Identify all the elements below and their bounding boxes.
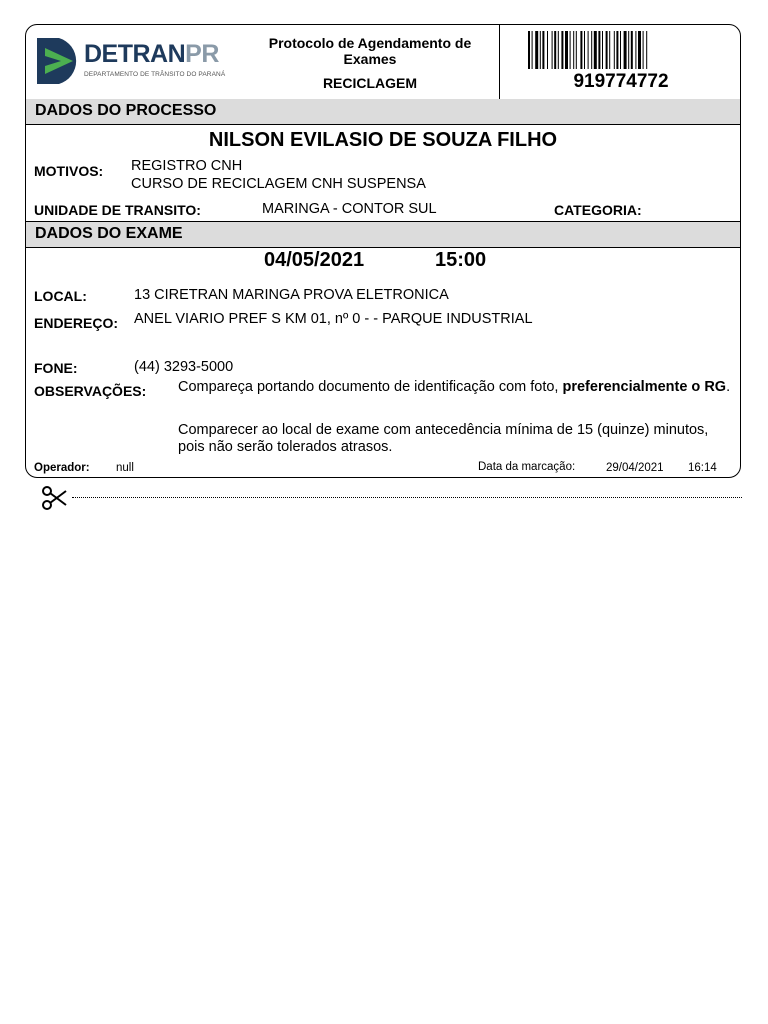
local-value: 13 CIRETRAN MARINGA PROVA ELETRONICA [134, 287, 449, 303]
section-exam-title: DADOS DO EXAME [35, 225, 183, 242]
obs-paragraph-2: Comparecer ao local de exame com antecedência mínima de 15 (quinze) minutos, pois não serão tolerados atrasos. [178, 422, 709, 455]
logo-subtitle: DEPARTAMENTO DE TRÂNSITO DO PARANÁ [84, 71, 226, 78]
exam-protocol-card [25, 24, 741, 478]
endereco-label: ENDEREÇO: [34, 315, 119, 331]
section-process-title: DADOS DO PROCESSO [35, 102, 217, 119]
header [26, 25, 740, 100]
unidade-value: MARINGA - CONTOR SUL [262, 201, 437, 217]
motivos-label: MOTIVOS: [34, 163, 104, 179]
data-marcacao-label: Data da marcação: [478, 461, 576, 473]
endereco-value: ANEL VIARIO PREF S KM 01, nº 0 - - PARQUE INDUSTRIAL [134, 311, 533, 327]
cut-line [72, 497, 742, 498]
protocol-title: Protocolo de Agendamento de Exames [268, 35, 472, 67]
logo-wordmark: DETRANPR [84, 40, 219, 68]
obs-paragraph-1: Compareça portando documento de identificação com foto, preferencialmente o RG. [178, 379, 731, 395]
motivo-item: REGISTRO CNH [131, 158, 243, 174]
fone-label: FONE: [34, 360, 78, 376]
motivo-item: CURSO DE RECICLAGEM CNH SUSPENSA [131, 176, 426, 192]
exam-time: 15:00 [435, 249, 487, 271]
applicant-name: NILSON EVILASIO DE SOUZA FILHO [208, 129, 558, 151]
protocol-type: RECICLAGEM [322, 75, 418, 91]
section-exam-header [26, 221, 740, 248]
local-label: LOCAL: [34, 288, 87, 304]
barcode-number: 919774772 [573, 71, 669, 92]
scissors-icon [40, 485, 68, 511]
obs-label: OBSERVAÇÕES: [34, 383, 147, 399]
categoria-label: CATEGORIA: [554, 202, 642, 218]
unidade-label: UNIDADE DE TRANSITO: [34, 202, 201, 218]
barcode [528, 31, 714, 69]
section-process-header [26, 99, 740, 125]
exam-date: 04/05/2021 [264, 249, 365, 271]
operador-value: null [116, 462, 134, 474]
hora-marcacao-value: 16:14 [688, 462, 717, 474]
data-marcacao-value: 29/04/2021 [606, 462, 664, 474]
fone-value: (44) 3293-5000 [134, 359, 234, 375]
operador-label: Operador: [34, 462, 90, 474]
